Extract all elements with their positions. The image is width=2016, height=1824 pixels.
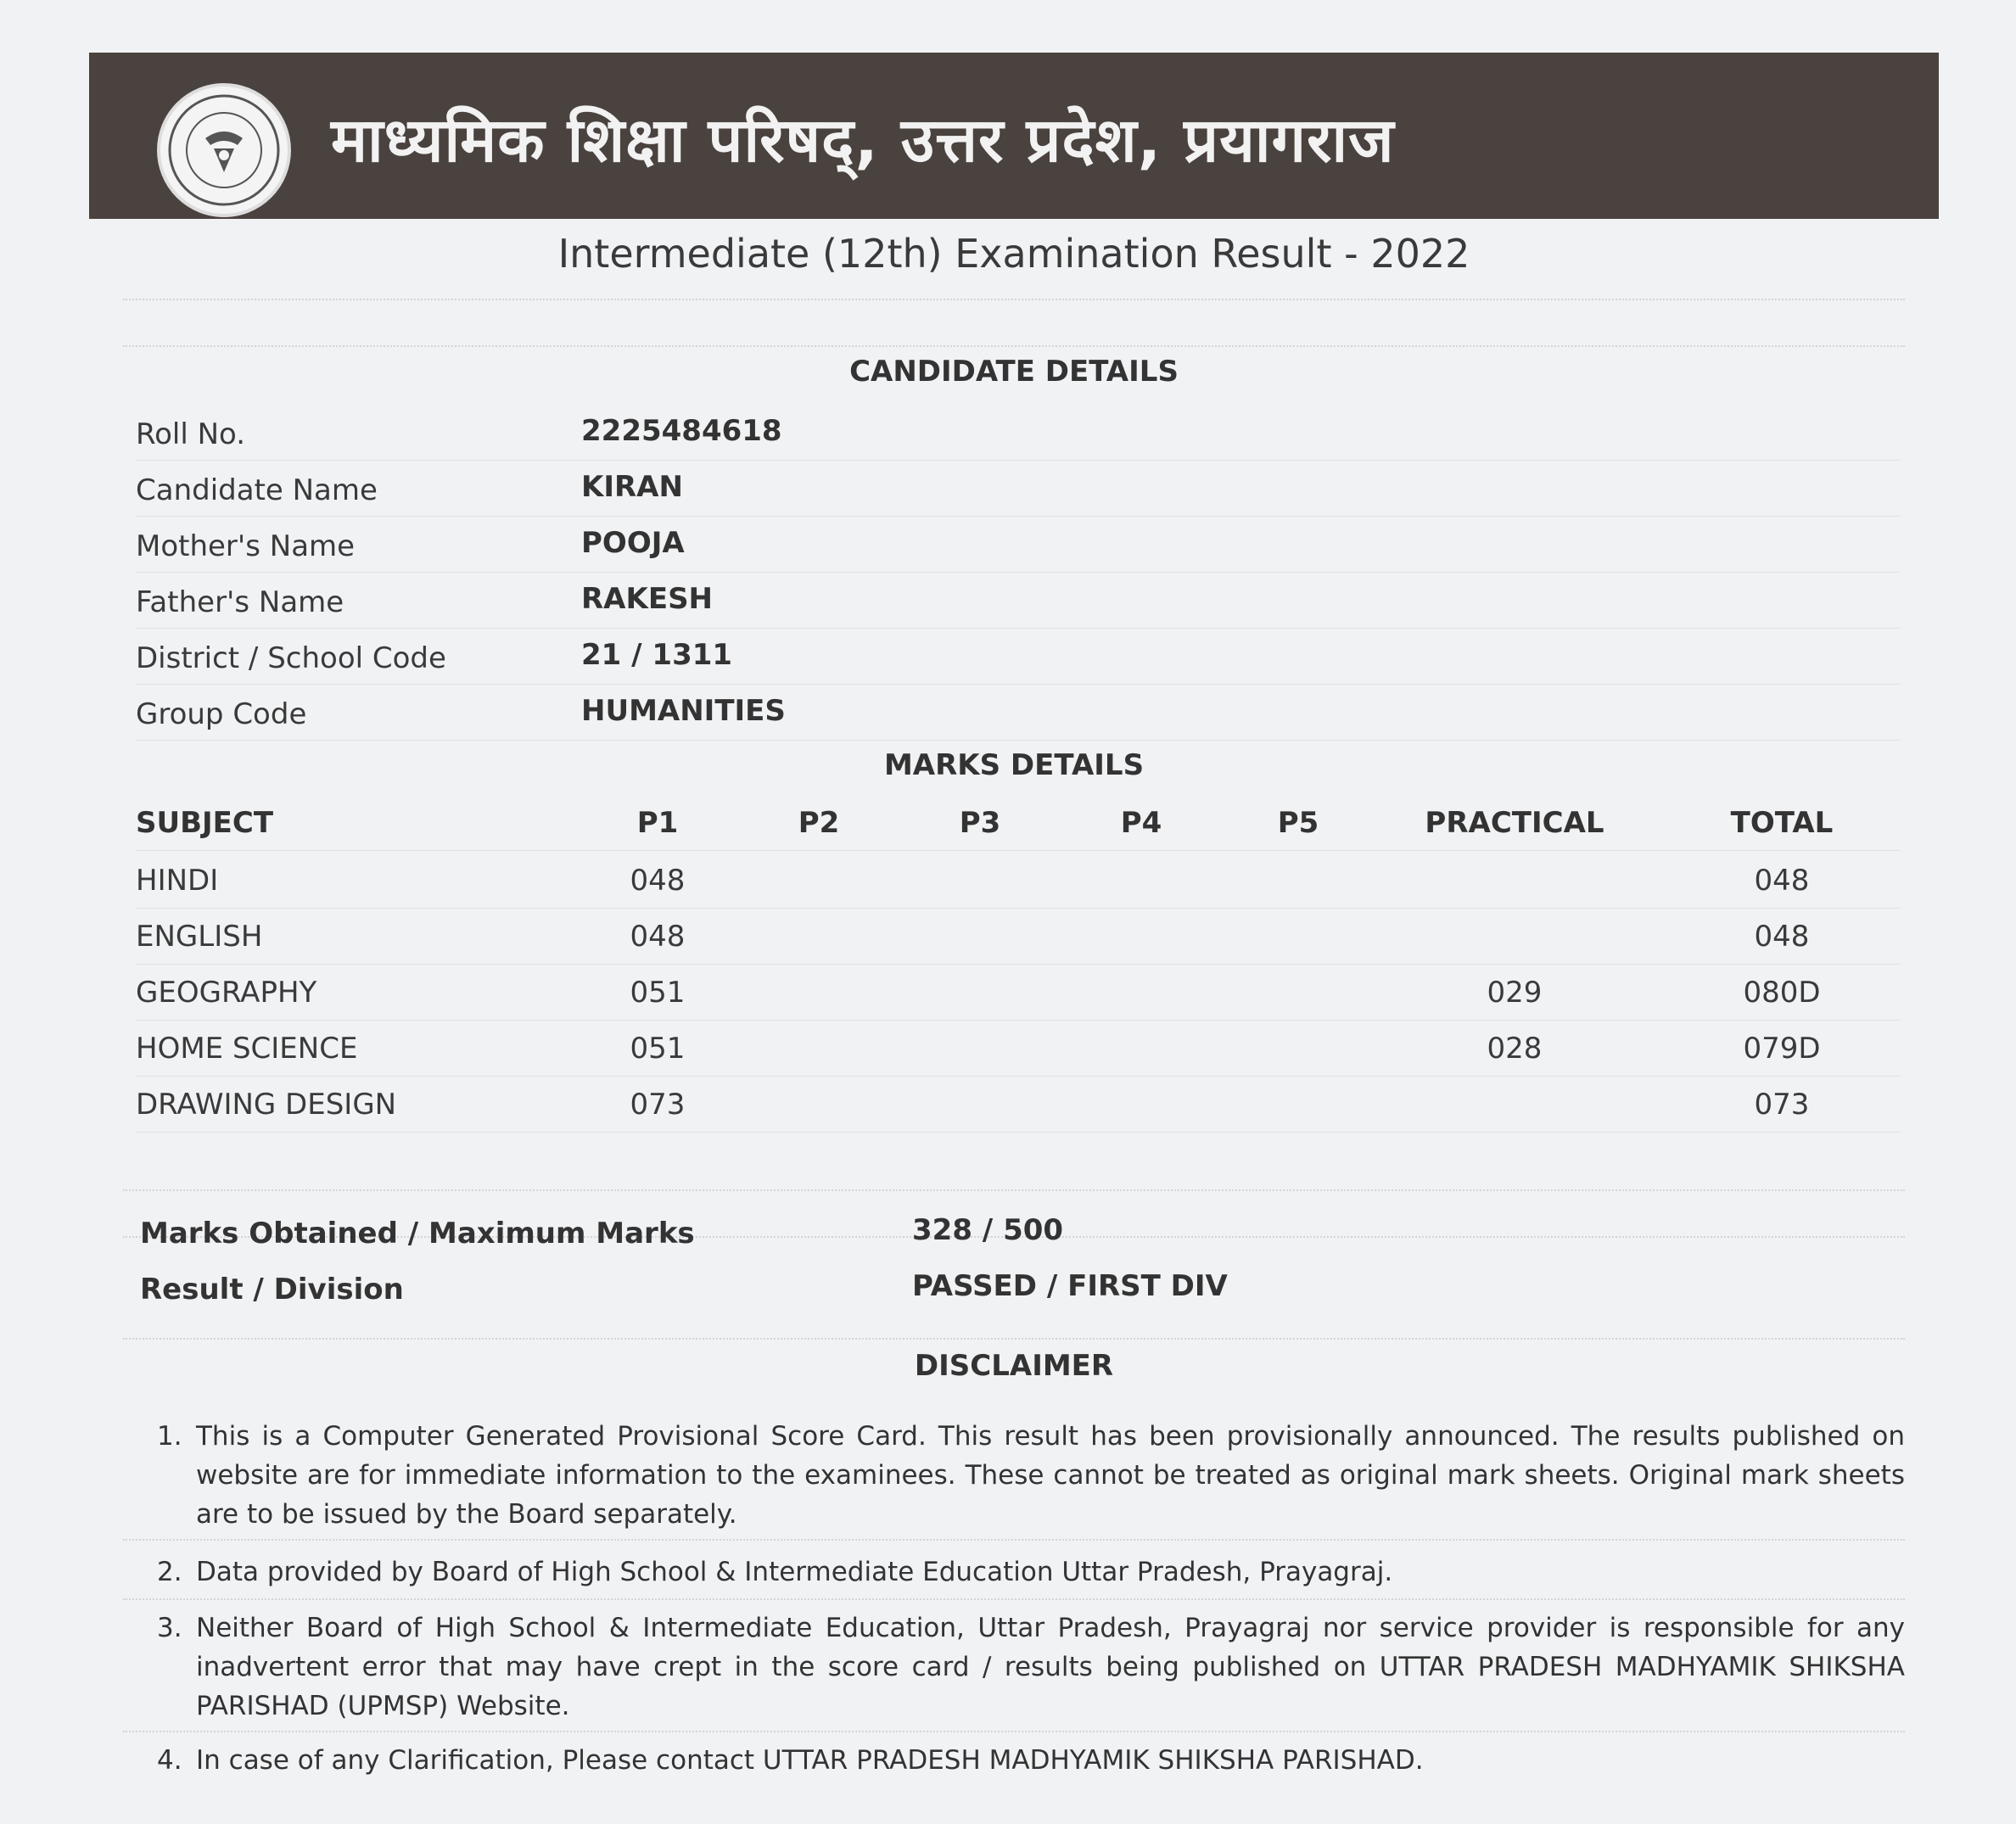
col-header: PRACTICAL [1425,806,1604,840]
p1-cell: 051 [630,1032,686,1066]
total-cell: 048 [1754,864,1810,898]
field-label: Father's Name [136,585,344,619]
table-row [136,909,1901,965]
marks-header-row [136,796,1901,851]
item-text: Data provided by Board of High School & Intermediate Education Uttar Pradesh, Prayagraj. [196,1557,1393,1587]
total-cell: 079D [1743,1032,1821,1066]
item-number: 4. [157,1745,182,1776]
total-cell: 048 [1754,920,1810,954]
candidate-row-roll [136,407,1901,461]
candidate-details-heading: CANDIDATE DETAILS [849,355,1179,389]
field-value: 21 / 1311 [581,638,733,672]
field-label: Roll No. [136,417,246,451]
header-banner [89,53,1939,219]
total-cell: 080D [1743,976,1821,1010]
disclaimer-item [157,1609,1905,1726]
field-value: HUMANITIES [581,694,786,728]
p1-cell: 051 [630,976,686,1010]
candidate-row-mother [136,519,1901,573]
p1-cell: 048 [630,920,686,954]
field-value: RAKESH [581,582,714,616]
item-text: This is a Computer Generated Provisional Score Card. This result has been provisionally announced. The results published on website are for immediate information to the examinees. These cannot be treated as original mark sheets. Original mark sheets are to be issued by the Board separately. [196,1421,1905,1530]
marks-details-heading: MARKS DETAILS [883,748,1145,782]
field-label: District / School Code [136,641,446,675]
col-header: P1 [636,806,679,840]
marks-obtained-value: 328 / 500 [912,1213,1064,1247]
field-value: POOJA [581,526,685,560]
table-row [136,965,1901,1021]
col-header: P5 [1277,806,1319,840]
disclaimer-item [157,1553,1905,1592]
item-number: 3. [157,1613,182,1643]
result-division-label: Result / Division [140,1273,404,1306]
subject-cell: ENGLISH [136,920,263,954]
candidate-row-father [136,575,1901,629]
table-row [136,1077,1901,1133]
candidate-row-name [136,463,1901,517]
col-header: P3 [959,806,1001,840]
candidate-row-school-code [136,631,1901,685]
p1-cell: 048 [630,864,686,898]
field-label: Candidate Name [136,473,378,507]
subject-cell: DRAWING DESIGN [136,1088,397,1122]
disclaimer-item [157,1741,1905,1780]
board-seal-logo [157,83,291,217]
table-row [136,1021,1901,1077]
subject-cell: HOME SCIENCE [136,1032,358,1066]
subject-cell: GEOGRAPHY [136,976,317,1010]
disclaimer-heading: DISCLAIMER [914,1349,1114,1383]
col-header: TOTAL [1730,806,1834,840]
result-division-value: PASSED / FIRST DIV [912,1269,1228,1303]
item-number: 1. [157,1421,182,1452]
disclaimer-item [157,1417,1905,1534]
col-header: P4 [1120,806,1162,840]
item-number: 2. [157,1557,182,1587]
table-row [136,853,1901,909]
page-title: Intermediate (12th) Examination Result - 2022 [557,231,1470,277]
item-text: In case of any Clarification, Please contact UTTAR PRADESH MADHYAMIK SHIKSHA PARISHAD. [196,1745,1424,1776]
field-label: Mother's Name [136,529,356,563]
practical-cell: 029 [1487,976,1543,1010]
col-header: SUBJECT [136,806,274,840]
col-header: P2 [798,806,840,840]
marks-obtained-label: Marks Obtained / Maximum Marks [140,1217,695,1251]
p1-cell: 073 [630,1088,686,1122]
total-cell: 073 [1754,1088,1810,1122]
field-value: KIRAN [581,470,683,504]
field-value: 2225484618 [581,414,782,448]
subject-cell: HINDI [136,864,219,898]
item-text: Neither Board of High School & Intermediate Education, Uttar Pradesh, Prayagraj nor service provider is responsible for any inadvertent error that may have crept in the score card / results being published on UTTAR PRADESH MADHYAMIK SHIKSHA PARISHAD (UPMSP) Website. [196,1613,1905,1721]
board-name-hindi: माध्यमिक शिक्षा परिषद्, उत्तर प्रदेश, प्रयागराज [331,104,1395,176]
emblem-icon [165,91,283,210]
candidate-row-group [136,687,1901,741]
field-label: Group Code [136,697,307,731]
result-sheet [89,53,1939,1800]
practical-cell: 028 [1487,1032,1543,1066]
